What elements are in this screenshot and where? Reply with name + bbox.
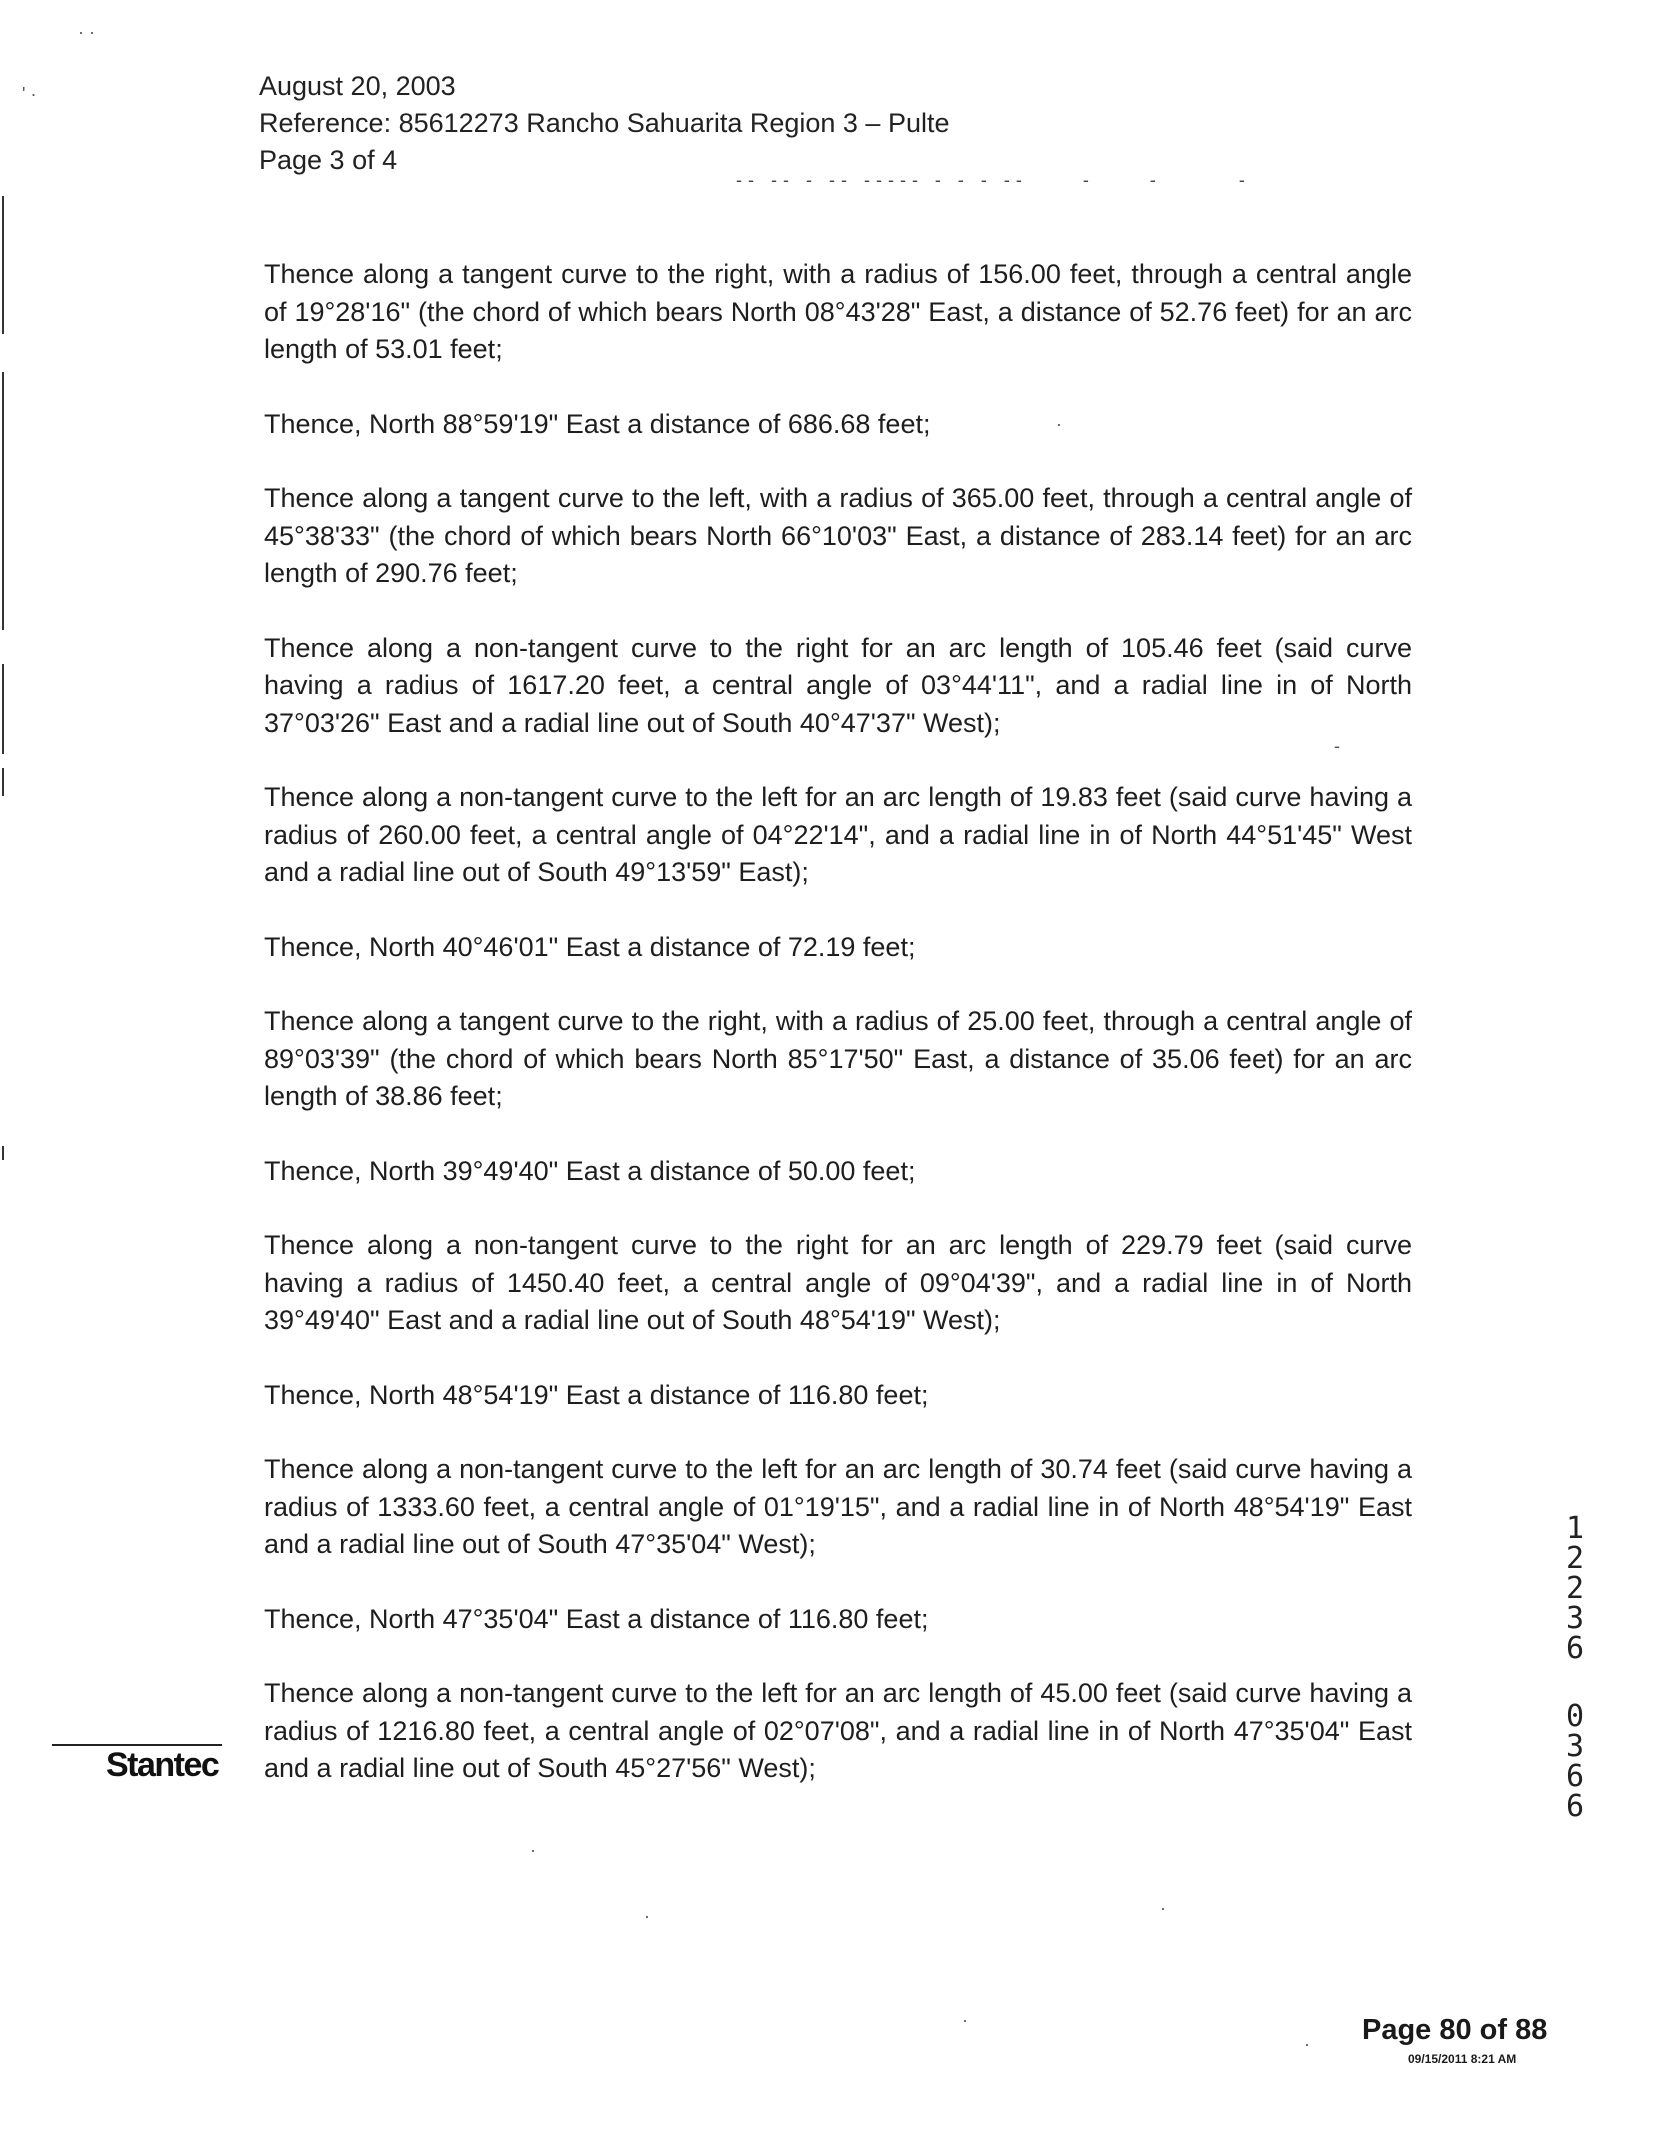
- paragraph: Thence along a non-tangent curve to the right for an arc length of 229.79 feet (said curve having a radius of 1450.40 feet, a central angle of 09°04'39", and a radial line in of North 39°49'40" East and a radial line out of South 48°54'19" West);: [264, 1230, 1412, 1335]
- paragraph: Thence along a non-tangent curve to the left for an arc length of 19.83 feet (said curve having a radius of 260.00 feet, a central angle of 04°22'14", and a radial line in of North 44°51'45" West and a radial line out of South 49°13'59" East);: [264, 782, 1412, 887]
- document-stamp-second: 0366: [1565, 1699, 1585, 1824]
- scan-margin-line: [2, 664, 4, 754]
- stantec-logo: Stantec: [106, 1746, 219, 1784]
- scan-specks: · ·: [78, 22, 95, 42]
- letter-header: [259, 68, 950, 179]
- paragraph: Thence, North 88°59'19" East a distance of 686.68 feet;: [264, 408, 931, 439]
- paragraph: Thence along a non-tangent curve to the left for an arc length of 30.74 feet (said curve having a radius of 1333.60 feet, a central angle of 01°19'15", and a radial line in of North 48°54'19" East and a radial line out of South 47°35'04" West);: [264, 1454, 1412, 1559]
- paragraph: Thence along a tangent curve to the left, with a radius of 365.00 feet, through a central angle of 45°38'33" (the chord of which bears North 66°10'03" East, a distance of 283.14 feet) for an arc length of 290.76 feet;: [264, 483, 1412, 588]
- paragraph: Thence, North 48°54'19" East a distance of 116.80 feet;: [264, 1379, 929, 1410]
- scan-specks: ·: [530, 1840, 536, 1860]
- paragraph: Thence, North 40°46'01" East a distance of 72.19 feet;: [264, 931, 916, 962]
- scan-margin-line: [2, 768, 4, 796]
- header-date: August 20, 2003: [259, 71, 456, 101]
- paragraph: Thence along a tangent curve to the right, with a radius of 25.00 feet, through a central angle of 89°03'39" (the chord of which bears North 85°17'50" East, a distance of 35.06 feet) for an arc length of 38.86 feet;: [264, 1006, 1412, 1111]
- document-stamp-first: 12236: [1565, 1511, 1585, 1666]
- scan-margin-line: [2, 196, 4, 334]
- scan-specks: ·: [962, 2010, 968, 2030]
- scan-dash-line: -- -- - -- ----- - - - -- - - -: [736, 170, 1251, 186]
- footer-timestamp: 09/15/2011 8:21 AM: [1408, 2052, 1517, 2066]
- scan-specks: -: [1334, 736, 1340, 756]
- scan-specks: ' ·: [22, 84, 37, 104]
- scan-margin-line: [2, 372, 4, 630]
- scan-specks: ·: [1304, 2034, 1310, 2054]
- header-page-number: Page 3 of 4: [259, 145, 398, 175]
- footer-page-count: Page 80 of 88: [1362, 2014, 1548, 2046]
- scan-specks: ·: [644, 1906, 650, 1926]
- scan-margin-line: [2, 1146, 4, 1160]
- paragraph: Thence, North 47°35'04" East a distance of 116.80 feet;: [264, 1603, 929, 1634]
- scan-specks: ·: [1056, 414, 1062, 434]
- paragraph: Thence along a non-tangent curve to the left for an arc length of 45.00 feet (said curve having a radius of 1216.80 feet, a central angle of 02°07'08", and a radial line in of North 47°35'04" East and a radial line out of South 45°27'56" West);: [264, 1678, 1412, 1783]
- scan-specks: ·: [1160, 1898, 1166, 1918]
- legal-description-body: [264, 256, 1412, 1825]
- header-reference: Reference: 85612273 Rancho Sahuarita Region 3 – Pulte: [259, 108, 950, 138]
- paragraph: Thence along a tangent curve to the right, with a radius of 156.00 feet, through a central angle of 19°28'16" (the chord of which bears North 08°43'28" East, a distance of 52.76 feet) for an arc length of 53.01 feet;: [264, 259, 1412, 364]
- paragraph: Thence along a non-tangent curve to the right for an arc length of 105.46 feet (said curve having a radius of 1617.20 feet, a central angle of 03°44'11", and a radial line in of North 37°03'26" East and a radial line out of South 40°47'37" West);: [264, 632, 1412, 738]
- paragraph: Thence, North 39°49'40" East a distance of 50.00 feet;: [264, 1155, 916, 1186]
